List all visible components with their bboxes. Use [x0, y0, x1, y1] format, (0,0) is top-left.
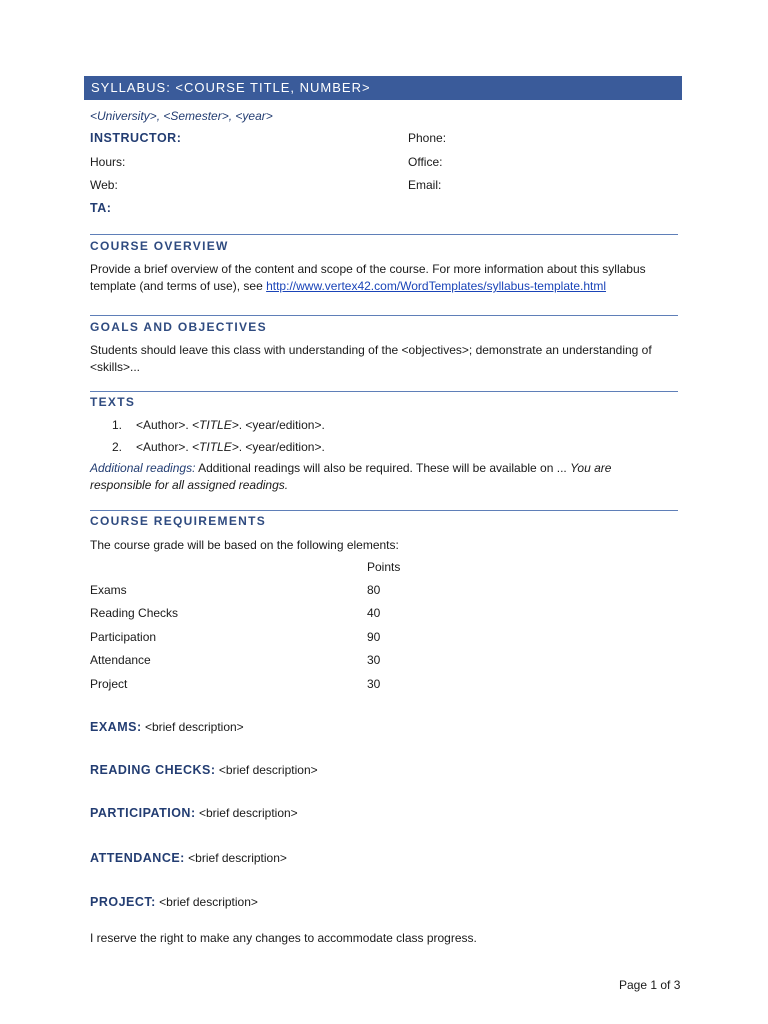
grade-item-points: 30 [367, 653, 381, 667]
grade-item-name: Attendance [90, 653, 151, 667]
responsible-text-2: responsible for all assigned readings. [90, 478, 289, 492]
phone-label: Phone: [408, 131, 447, 145]
reading-checks-label: READING CHECKS: [90, 763, 216, 777]
responsible-text-1: You are [570, 461, 612, 475]
grade-item-points: 40 [367, 606, 381, 620]
goals-line-1: Students should leave this class with understanding of the <objectives>; demonstrate an understanding of [90, 343, 652, 357]
attendance-label: ATTENDANCE: [90, 851, 185, 865]
goals-objectives-heading: GOALS AND OBJECTIVES [90, 320, 267, 334]
project-description: <brief description> [155, 895, 258, 909]
attendance-detail [90, 851, 287, 865]
text-item-number: 2. [112, 440, 123, 454]
hours-label: Hours: [90, 155, 126, 169]
section-divider [90, 234, 678, 235]
grade-item-name: Reading Checks [90, 606, 179, 620]
grade-item-name: Participation [90, 630, 157, 644]
points-column-header: Points [367, 560, 401, 574]
reading-checks-detail [90, 763, 318, 777]
text-item-author: <Author>. [136, 440, 193, 454]
text-item-number: 1. [112, 418, 123, 432]
additional-readings-label: Additional readings: [90, 461, 196, 475]
exams-label: EXAMS: [90, 720, 142, 734]
overview-line-2 [90, 278, 682, 295]
goals-text [90, 342, 682, 376]
participation-label: PARTICIPATION: [90, 806, 196, 820]
additional-readings-text: Additional readings will also be required. These will be available on ... [195, 461, 571, 475]
section-divider [90, 510, 678, 511]
overview-line-2-prefix: template (and terms of use), see [90, 279, 267, 293]
syllabus-template-link[interactable]: http://www.vertex42.com/WordTemplates/syllabus-template.html [266, 279, 607, 293]
course-overview-text [90, 261, 682, 295]
participation-description: <brief description> [195, 806, 298, 820]
course-requirements-heading: COURSE REQUIREMENTS [90, 514, 267, 528]
project-detail [90, 895, 258, 909]
participation-detail [90, 806, 298, 820]
goals-line-2: <skills>... [90, 360, 141, 374]
text-item [136, 418, 325, 432]
text-item [136, 440, 325, 454]
page-number: Page 1 of 3 [619, 978, 681, 992]
text-item-author: <Author>. [136, 418, 193, 432]
overview-line-1: Provide a brief overview of the content and scope of the course. For more information about this syllabus [90, 262, 646, 276]
closing-statement: I reserve the right to make any changes to accommodate class progress. [90, 931, 477, 945]
text-item-edition: . <year/edition>. [238, 440, 325, 454]
texts-heading: TEXTS [90, 395, 136, 409]
grade-item-points: 30 [367, 677, 381, 691]
ta-label: TA: [90, 201, 112, 215]
text-item-edition: . <year/edition>. [238, 418, 325, 432]
university-semester-line: <University>, <Semester>, <year> [90, 109, 273, 123]
office-label: Office: [408, 155, 443, 169]
additional-readings [90, 460, 682, 494]
project-label: PROJECT: [90, 895, 156, 909]
exams-detail [90, 720, 244, 734]
section-divider [90, 315, 678, 316]
attendance-description: <brief description> [184, 851, 287, 865]
exams-description: <brief description> [141, 720, 244, 734]
grade-item-points: 90 [367, 630, 381, 644]
syllabus-title: SYLLABUS: <COURSE TITLE, NUMBER> [91, 80, 371, 95]
instructor-label: INSTRUCTOR: [90, 131, 182, 145]
additional-readings-line-1 [90, 460, 682, 477]
grade-item-name: Project [90, 677, 128, 691]
web-label: Web: [90, 178, 118, 192]
syllabus-title-bar [84, 76, 682, 100]
section-divider [90, 391, 678, 392]
text-item-title: <TITLE> [192, 440, 239, 454]
text-item-title: <TITLE> [192, 418, 239, 432]
grade-item-name: Exams [90, 583, 127, 597]
requirements-intro: The course grade will be based on the following elements: [90, 538, 399, 552]
course-overview-heading: COURSE OVERVIEW [90, 239, 229, 253]
reading-checks-description: <brief description> [215, 763, 318, 777]
email-label: Email: [408, 178, 442, 192]
grade-item-points: 80 [367, 583, 381, 597]
